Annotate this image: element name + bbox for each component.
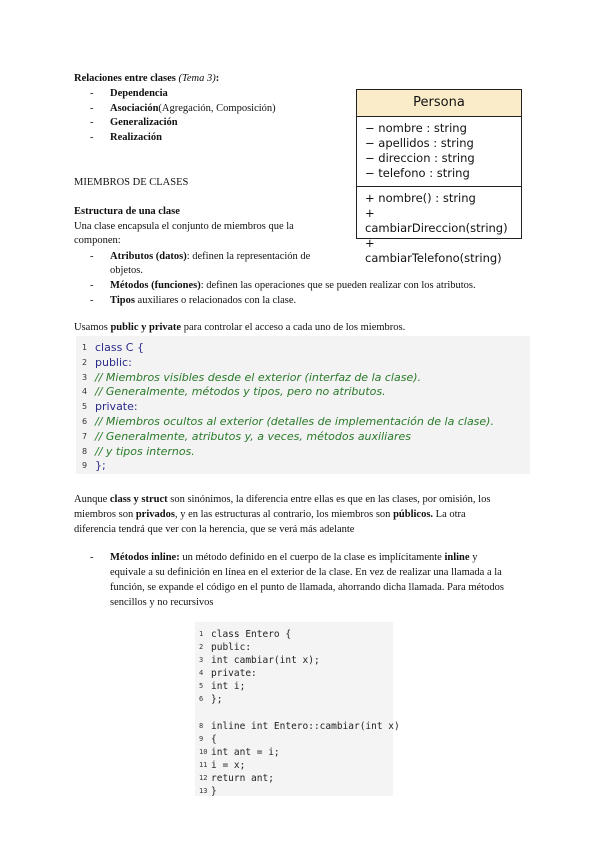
code-comment: // y tipos internos. [95,444,195,458]
relaciones-title-colon: : [215,73,220,84]
code-text: class C { [95,341,144,354]
estructura-subheading: Estructura de una clase [74,206,180,217]
code-comment: // Miembros ocultos al exterior (detalles de implementación de la clase). [95,415,494,428]
dash-bullet: - [90,251,94,262]
code-comment: // Generalmente, métodos y tipos, pero no atributos. [95,385,386,399]
list-item [90,102,354,117]
inline-line-2: equivale a su definición en línea en el exterior de la clase. En vez de realizar una llamada a la [110,567,502,578]
line-number: 8 [199,722,204,730]
code-text: }; [211,694,223,705]
code-text: int i; [211,681,246,692]
line-number: 4 [199,669,204,677]
line-number: 1 [82,343,88,352]
list-item [90,131,354,146]
uml-attribute: − apellidos : string [365,136,474,150]
code-text [95,370,421,385]
aunque-text: Aunque [74,494,110,505]
relaciones-title-italic: (Tema 3) [178,73,216,84]
relaciones-section [74,72,354,145]
aunque-bold: públicos. [393,509,434,520]
list-item [90,87,354,102]
code-text [95,384,386,399]
relacion-asociacion-extra: (Agregación, Composición) [158,102,276,114]
inline-text: y [469,552,478,563]
list-item [90,294,530,308]
line-number: 9 [199,735,204,743]
code-text: }; [95,459,106,473]
inline-text: un método definido en el cuerpo de la clase es implícitamente [179,552,445,563]
bullet-tipos-bold: Tipos [110,295,135,306]
line-number: 2 [82,357,88,367]
uml-attribute: − nombre : string [365,121,467,135]
code-comment: // Generalmente, atributos y, a veces, métodos auxiliares [95,429,411,443]
inline-line-4: sencillos y no recursivos [110,597,214,608]
line-number: 9 [82,461,88,471]
dash-bullet: - [90,295,94,306]
intro-line-2: componen: [74,235,121,246]
code-block-class-c [76,336,530,474]
relacion-generalizacion: Generalización [110,117,178,128]
bullet-metodos-bold: Métodos (funciones) [110,280,201,291]
line-number: 10 [199,748,208,756]
bullet-metodos-text: : definen las operaciones que se pueden realizar con los atributos. [200,280,476,291]
aunque-line-2 [74,507,534,522]
code-text: { [211,734,217,745]
line-number: 5 [82,402,88,412]
code-text: int ant = i; [211,747,280,758]
uml-attribute: − telefono : string [365,166,470,180]
uml-method: + cambiarDireccion(string) [365,206,508,235]
line-number: 13 [199,787,208,795]
code-text: i = x; [211,760,246,771]
relaciones-title [74,72,354,86]
inline-bold: inline [444,552,470,563]
uml-method: + cambiarTelefono(string) [365,236,502,265]
code-block-entero [195,622,400,797]
code-text: } [211,786,217,797]
list-item [90,279,530,293]
code-text: return ant; [211,773,274,784]
code-text: inline int Entero::cambiar(int x) [211,721,400,732]
line-number: 3 [199,656,204,664]
dash-bullet: - [90,552,94,563]
aunque-bold: class y struct [109,494,168,505]
code-text: private: [95,400,138,414]
line-number: 12 [199,774,208,782]
aunque-line-1 [74,492,534,507]
uml-method: + nombre() : string [365,191,476,205]
line-number: 3 [82,372,88,382]
aunque-line-3: diferencia tendrá que ver con la herencia, que se verá más adelante [74,524,355,535]
inline-bold: Métodos inline: [110,552,180,563]
usamos-post: para controlar el acceso a cada uno de los miembros. [181,322,406,333]
relaciones-title-bold: Relaciones entre clases [74,73,176,84]
inline-bullet [90,550,530,610]
line-number: 11 [199,761,208,769]
code-text: private: [211,668,257,679]
inline-line-1 [110,550,530,565]
code-text: int cambiar(int x); [211,655,320,666]
inline-line-3: función, se expande el código en el punto de llamada, ahorrando dicha llamada. Para métodos [110,582,504,593]
code-comment: // Miembros visibles desde el exterior (interfaz de la clase). [95,370,421,384]
line-number: 7 [82,431,88,441]
aunque-text: miembros son [74,509,136,520]
line-number: 6 [199,695,204,703]
code-text: public: [211,642,252,653]
uml-attributes [357,117,521,187]
relacion-realizacion: Realización [110,131,162,143]
bullet-atributos-bold: Atributos (datos) [110,251,187,262]
list-item [90,250,530,278]
code-text [95,444,195,459]
uml-attribute: − direccion : string [365,151,475,165]
code-text [95,414,494,429]
relacion-dependencia: Dependencia [110,88,168,99]
bullet-atributos-text-2: objetos. [110,265,143,276]
aunque-text: son sinónimos, la diferencia entre ellas es que en las clases, por omisión, los [167,494,491,505]
aunque-text: La otra [433,509,466,520]
bullet-tipos-text: auxiliares o relacionados con la clase. [134,295,297,306]
code-text: public: [95,355,132,369]
uml-class-name: Persona [357,90,521,117]
relaciones-list [90,87,354,145]
aunque-bold: privados [135,509,175,520]
line-number: 1 [199,630,204,638]
list-item [90,116,354,131]
miembros-heading: MIEMBROS DE CLASES [74,177,189,188]
line-number: 6 [82,417,88,426]
code-text: class Entero { [211,629,292,640]
usamos-paragraph [74,322,405,333]
usamos-pre: Usamos [74,322,111,333]
line-number: 8 [82,446,88,456]
aunque-paragraph [74,492,534,537]
intro-line-1: Una clase encapsula el conjunto de miembros que la [74,221,294,232]
dash-bullet: - [90,280,94,291]
miembros-list [90,250,530,308]
code-text [95,429,411,444]
relacion-asociacion: Asociación [110,102,159,114]
uml-class-diagram [356,89,522,265]
line-number: 5 [199,682,204,690]
aunque-text: , y en las estructuras al contrario, los miembros son [174,509,394,520]
line-number: 4 [82,387,88,397]
bullet-atributos-text: : definen la representación de [186,251,311,262]
usamos-bold: public y private [110,322,182,333]
line-number: 2 [199,643,204,651]
